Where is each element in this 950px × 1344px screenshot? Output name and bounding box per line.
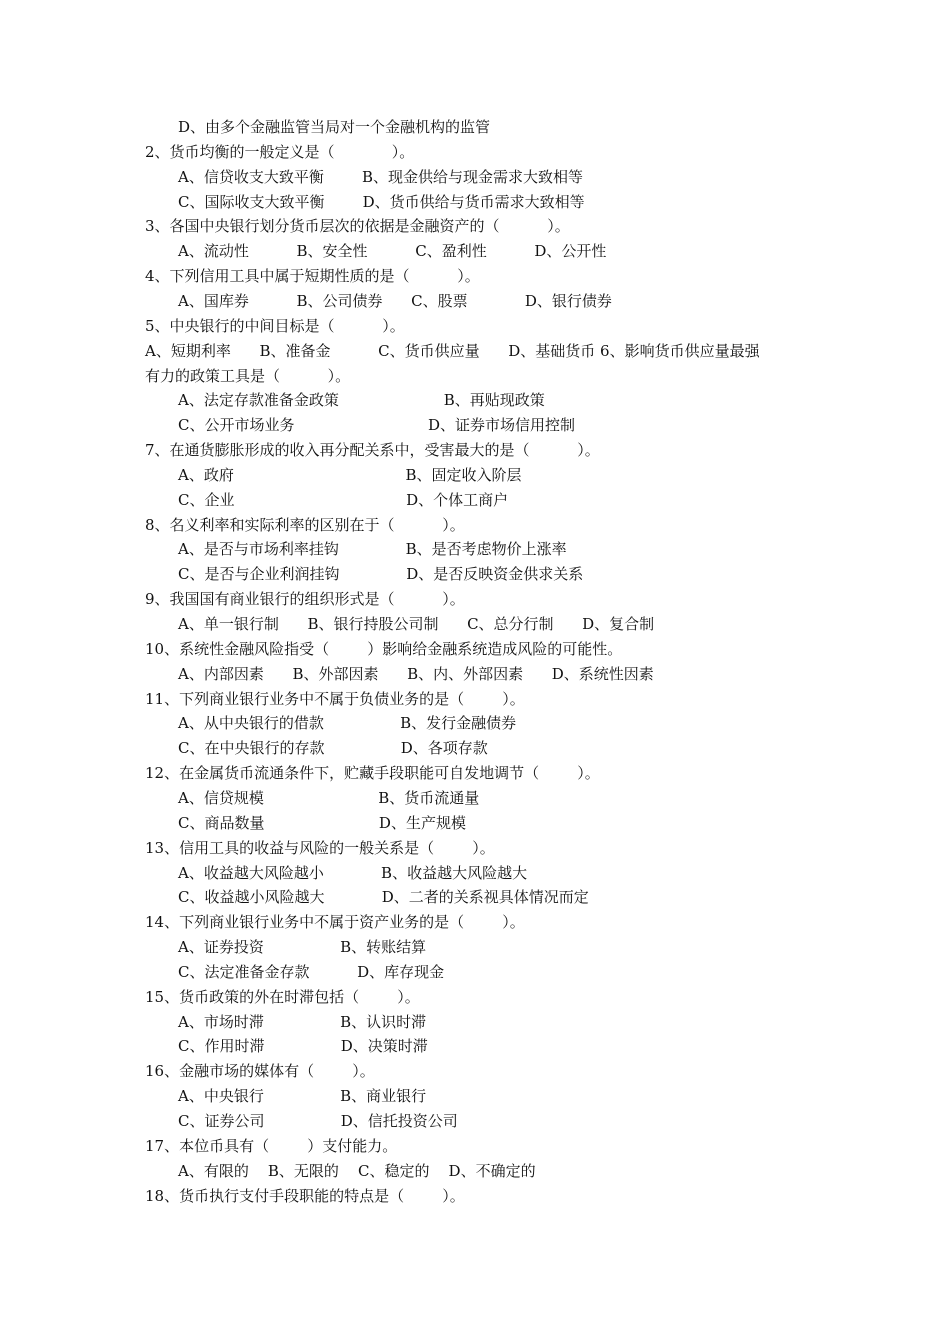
- q11-stem: 11、下列商业银行业务中不属于负债业务的是（ ）。: [145, 690, 525, 708]
- q9-options: A、单一银行制 B、银行持股公司制 C、总分行制 D、复合制: [178, 615, 655, 633]
- q5-stem: 5、中央银行的中间目标是（ ）。: [145, 317, 405, 335]
- q4-stem: 4、下列信用工具中属于短期性质的是（ ）。: [145, 267, 480, 285]
- q3-options: A、流动性 B、安全性 C、盈利性 D、公开性: [178, 242, 607, 260]
- q12-stem: 12、在金属货币流通条件下，贮藏手段职能可自发地调节（ ）。: [145, 764, 600, 782]
- q15-options-ab: A、市场时滞 B、认识时滞: [178, 1013, 427, 1031]
- q10-options: A、内部因素 B、外部因素 B、内、外部因素 D、系统性因素: [178, 665, 654, 683]
- q8-stem: 8、名义利率和实际利率的区别在于（ ）。: [145, 516, 465, 534]
- q2-options-cd: C、国际收支大致平衡 D、货币供给与货币需求大致相等: [178, 193, 585, 211]
- q2-stem: 2、货币均衡的一般定义是（ ）。: [145, 143, 415, 161]
- q13-options-cd: C、收益越小风险越大 D、二者的关系视具体情况而定: [178, 888, 589, 906]
- q8-options-ab: A、是否与市场利率挂钩 B、是否考虑物价上涨率: [178, 540, 567, 558]
- q14-stem: 14、下列商业银行业务中不属于资产业务的是（ ）。: [145, 913, 525, 931]
- q1-option-d: D、由多个金融监管当局对一个金融机构的监管: [178, 118, 491, 136]
- q15-stem: 15、货币政策的外在时滞包括（ ）。: [145, 988, 420, 1006]
- q6-stem-cont: 有力的政策工具是（ ）。: [145, 367, 351, 385]
- q5-options-q6-stem: A、短期利率 B、准备金 C、货币供应量 D、基础货币 6、影响货币供应量最强: [145, 342, 760, 360]
- q16-options-cd: C、证券公司 D、信托投资公司: [178, 1112, 458, 1130]
- q7-options-ab: A、政府 B、固定收入阶层: [178, 466, 522, 484]
- q14-options-cd: C、法定准备金存款 D、库存现金: [178, 963, 445, 981]
- q11-options-cd: C、在中央银行的存款 D、各项存款: [178, 739, 488, 757]
- q14-options-ab: A、证券投资 B、转账结算: [178, 938, 427, 956]
- q17-stem: 17、本位币具有（ ）支付能力。: [145, 1137, 398, 1155]
- q16-stem: 16、金融市场的媒体有（ ）。: [145, 1062, 375, 1080]
- q3-stem: 3、各国中央银行划分货币层次的依据是金融资产的（ ）。: [145, 217, 570, 235]
- q12-options-ab: A、信贷规模 B、货币流通量: [178, 789, 480, 807]
- q10-stem: 10、系统性金融风险指受（ ）影响给金融系统造成风险的可能性。: [145, 640, 623, 658]
- q7-stem: 7、在通货膨胀形成的收入再分配关系中，受害最大的是（ ）。: [145, 441, 600, 459]
- q9-stem: 9、我国国有商业银行的组织形式是（ ）。: [145, 590, 465, 608]
- q15-options-cd: C、作用时滞 D、决策时滞: [178, 1037, 428, 1055]
- q13-stem: 13、信用工具的收益与风险的一般关系是（ ）。: [145, 839, 495, 857]
- q16-options-ab: A、中央银行 B、商业银行: [178, 1087, 427, 1105]
- q2-options-ab: A、信贷收支大致平衡 B、现金供给与现金需求大致相等: [178, 168, 584, 186]
- q13-options-ab: A、收益越大风险越小 B、收益越大风险越大: [178, 864, 528, 882]
- q17-options: A、有限的 B、无限的 C、稳定的 D、不确定的: [178, 1162, 536, 1180]
- q6-options-ab: A、法定存款准备金政策 B、再贴现政策: [178, 391, 545, 409]
- q11-options-ab: A、从中央银行的借款 B、发行金融债券: [178, 714, 517, 732]
- q4-options: A、国库券 B、公司债券 C、股票 D、银行债券: [178, 292, 612, 310]
- q12-options-cd: C、商品数量 D、生产规模: [178, 814, 466, 832]
- q7-options-cd: C、企业 D、个体工商户: [178, 491, 509, 509]
- q8-options-cd: C、是否与企业利润挂钩 D、是否反映资金供求关系: [178, 565, 584, 583]
- q6-options-cd: C、公开市场业务 D、证券市场信用控制: [178, 416, 576, 434]
- q18-stem: 18、货币执行支付手段职能的特点是（ ）。: [145, 1187, 465, 1205]
